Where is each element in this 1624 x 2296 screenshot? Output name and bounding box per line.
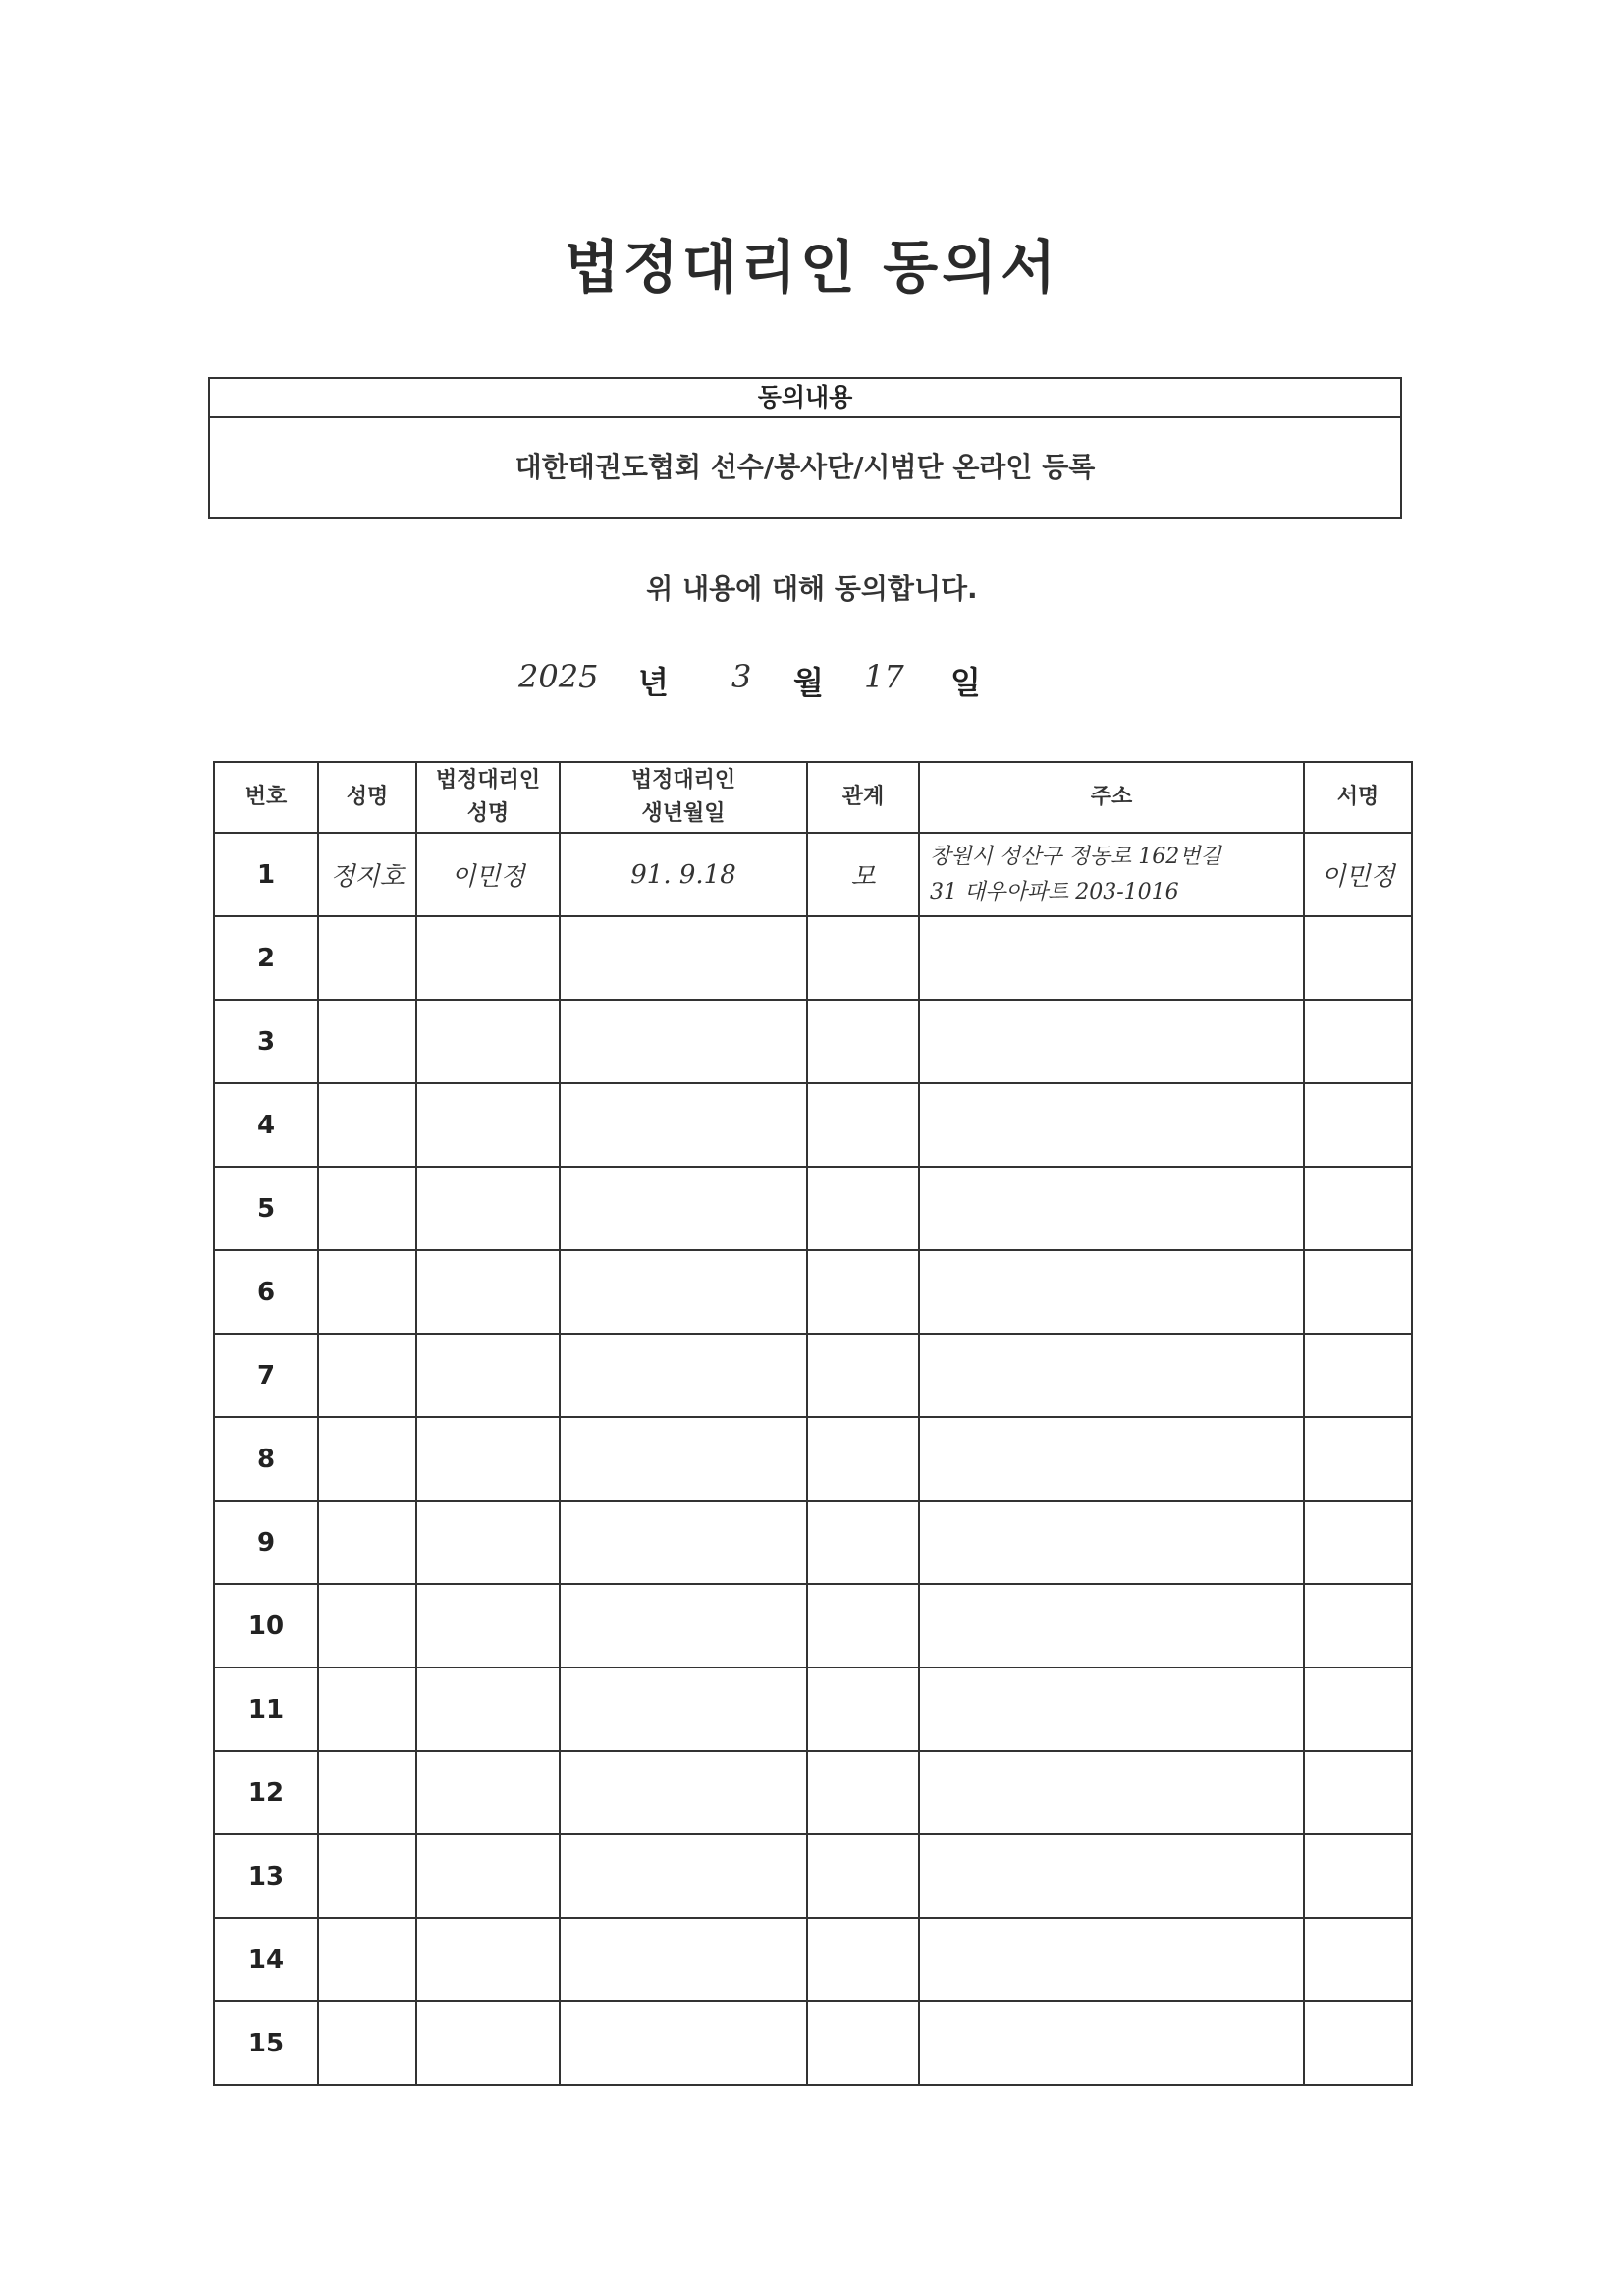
header-guardian-birth-line2: 생년월일 [641, 801, 726, 826]
cell-name[interactable] [318, 1083, 416, 1167]
cell-address[interactable] [919, 1584, 1304, 1667]
header-address: 주소 [919, 762, 1304, 833]
cell-relation[interactable] [807, 916, 919, 1000]
cell-address[interactable] [919, 1417, 1304, 1501]
cell-name[interactable] [318, 1751, 416, 1834]
cell-address-line2: 31 대우아파트 203-1016 [930, 879, 1179, 904]
cell-relation[interactable] [807, 1334, 919, 1417]
row-number: 4 [214, 1083, 318, 1167]
cell-signature[interactable] [1304, 1834, 1412, 1918]
header-guardian-birth [560, 762, 807, 833]
cell-relation[interactable] [807, 1250, 919, 1334]
date-month[interactable]: 3 [731, 658, 752, 695]
cell-name[interactable] [318, 2001, 416, 2085]
cell-address[interactable] [919, 1000, 1304, 1083]
cell-signature[interactable] [1304, 2001, 1412, 2085]
table-row [214, 1667, 1412, 1751]
consent-header: 동의내용 [210, 379, 1400, 418]
cell-guardian-birth[interactable] [560, 1250, 807, 1334]
table-row [214, 1167, 1412, 1250]
table-row [214, 1584, 1412, 1667]
row-number: 9 [214, 1501, 318, 1584]
cell-guardian-name[interactable] [416, 1000, 560, 1083]
cell-address[interactable] [919, 2001, 1304, 2085]
agree-statement: 위 내용에 대해 동의합니다. [646, 573, 978, 605]
date-year-label: 년 [638, 664, 669, 701]
cell-guardian-name[interactable]: 이민정 [416, 833, 560, 916]
date-day[interactable]: 17 [864, 658, 904, 695]
cell-address[interactable] [919, 1167, 1304, 1250]
cell-signature[interactable] [1304, 916, 1412, 1000]
cell-signature[interactable] [1304, 1167, 1412, 1250]
date-month-label: 월 [793, 664, 824, 701]
cell-address[interactable] [919, 1667, 1304, 1751]
row-number: 1 [214, 833, 318, 916]
table-row [214, 2001, 1412, 2085]
row-number: 12 [214, 1751, 318, 1834]
table-row [214, 1751, 1412, 1834]
cell-address[interactable] [919, 916, 1304, 1000]
cell-signature[interactable] [1304, 1250, 1412, 1334]
cell-name[interactable] [318, 1334, 416, 1417]
cell-relation[interactable] [807, 1751, 919, 1834]
table-row [214, 1250, 1412, 1334]
cell-guardian-birth[interactable] [560, 2001, 807, 2085]
cell-address[interactable] [919, 1501, 1304, 1584]
cell-guardian-birth[interactable] [560, 1334, 807, 1417]
cell-name[interactable] [318, 1918, 416, 2001]
cell-guardian-birth[interactable] [560, 1667, 807, 1751]
cell-guardian-name[interactable] [416, 1501, 560, 1584]
row-number: 11 [214, 1667, 318, 1751]
cell-relation[interactable] [807, 1584, 919, 1667]
cell-guardian-name[interactable] [416, 1083, 560, 1167]
cell-relation[interactable] [807, 2001, 919, 2085]
cell-guardian-name[interactable] [416, 1834, 560, 1918]
header-no: 번호 [214, 762, 318, 833]
date-line [0, 650, 1624, 709]
cell-relation[interactable] [807, 1167, 919, 1250]
cell-guardian-name[interactable] [416, 1417, 560, 1501]
cell-guardian-birth[interactable] [560, 1501, 807, 1584]
row-number: 3 [214, 1000, 318, 1083]
consent-box [208, 377, 1402, 519]
table-row [214, 1918, 1412, 2001]
header-guardian-name-line1: 법정대리인 [435, 768, 541, 793]
header-signature: 서명 [1304, 762, 1412, 833]
cell-name[interactable] [318, 1250, 416, 1334]
cell-guardian-birth[interactable] [560, 1584, 807, 1667]
cell-address-line1: 창원시 성산구 정동로 162번길 [930, 844, 1221, 869]
cell-guardian-birth[interactable]: 91. 9.18 [560, 833, 807, 916]
cell-guardian-name[interactable] [416, 916, 560, 1000]
header-guardian-name [416, 762, 560, 833]
cell-relation[interactable] [807, 1918, 919, 2001]
cell-name[interactable] [318, 1834, 416, 1918]
cell-guardian-name[interactable] [416, 1751, 560, 1834]
cell-name[interactable] [318, 1417, 416, 1501]
row-number: 5 [214, 1167, 318, 1250]
cell-address[interactable] [919, 1250, 1304, 1334]
cell-guardian-birth[interactable] [560, 1000, 807, 1083]
cell-signature[interactable]: 이민정 [1304, 833, 1412, 916]
header-guardian-birth-line1: 법정대리인 [630, 768, 736, 793]
cell-guardian-name[interactable] [416, 1584, 560, 1667]
cell-signature[interactable] [1304, 1000, 1412, 1083]
date-day-label: 일 [950, 664, 981, 701]
cell-signature[interactable] [1304, 1918, 1412, 2001]
cell-relation[interactable] [807, 1501, 919, 1584]
cell-address[interactable] [919, 1834, 1304, 1918]
guardian-table [213, 761, 1413, 2086]
cell-guardian-name[interactable] [416, 1250, 560, 1334]
row-number: 14 [214, 1918, 318, 2001]
cell-signature[interactable] [1304, 1083, 1412, 1167]
cell-guardian-birth[interactable] [560, 916, 807, 1000]
cell-relation[interactable] [807, 1083, 919, 1167]
row-number: 13 [214, 1834, 318, 1918]
cell-relation[interactable] [807, 1667, 919, 1751]
table-row [214, 1834, 1412, 1918]
cell-relation[interactable]: 모 [807, 833, 919, 916]
page-title: 법정대리인 동의서 [564, 234, 1060, 301]
cell-name[interactable] [318, 1000, 416, 1083]
cell-address[interactable] [919, 833, 1304, 916]
table-row [214, 1083, 1412, 1167]
cell-signature[interactable] [1304, 1417, 1412, 1501]
date-year[interactable]: 2025 [518, 658, 599, 695]
cell-name[interactable] [318, 1667, 416, 1751]
row-number: 6 [214, 1250, 318, 1334]
header-relation: 관계 [807, 762, 919, 833]
cell-relation[interactable] [807, 1834, 919, 1918]
row-number: 8 [214, 1417, 318, 1501]
cell-address[interactable] [919, 1334, 1304, 1417]
cell-name[interactable] [318, 1501, 416, 1584]
cell-signature[interactable] [1304, 1334, 1412, 1417]
cell-guardian-name[interactable] [416, 1167, 560, 1250]
consent-body: 대한태권도협회 선수/봉사단/시범단 온라인 등록 [514, 451, 1096, 483]
cell-guardian-birth[interactable] [560, 1167, 807, 1250]
cell-relation[interactable] [807, 1417, 919, 1501]
cell-relation[interactable] [807, 1000, 919, 1083]
row-number: 15 [214, 2001, 318, 2085]
cell-guardian-birth[interactable] [560, 1918, 807, 2001]
row-number: 7 [214, 1334, 318, 1417]
header-guardian-name-line2: 성명 [466, 801, 510, 826]
cell-signature[interactable] [1304, 1501, 1412, 1584]
cell-address[interactable] [919, 1918, 1304, 2001]
cell-signature[interactable] [1304, 1667, 1412, 1751]
cell-guardian-birth[interactable] [560, 1083, 807, 1167]
cell-guardian-birth[interactable] [560, 1751, 807, 1834]
table-row [214, 1334, 1412, 1417]
table-row [214, 916, 1412, 1000]
table-row [214, 1000, 1412, 1083]
row-number: 2 [214, 916, 318, 1000]
table-row [214, 1417, 1412, 1501]
cell-guardian-birth[interactable] [560, 1834, 807, 1918]
cell-guardian-birth[interactable] [560, 1417, 807, 1501]
header-name: 성명 [318, 762, 416, 833]
cell-address[interactable] [919, 1083, 1304, 1167]
cell-guardian-name[interactable] [416, 2001, 560, 2085]
row-number: 10 [214, 1584, 318, 1667]
cell-address[interactable] [919, 1751, 1304, 1834]
cell-name[interactable] [318, 1584, 416, 1667]
cell-name[interactable]: 정지호 [318, 833, 416, 916]
table-header-row [214, 762, 1412, 833]
table-row [214, 833, 1412, 916]
table-row [214, 1501, 1412, 1584]
cell-guardian-name[interactable] [416, 1667, 560, 1751]
cell-name[interactable] [318, 916, 416, 1000]
cell-guardian-name[interactable] [416, 1334, 560, 1417]
cell-signature[interactable] [1304, 1751, 1412, 1834]
cell-name[interactable] [318, 1167, 416, 1250]
cell-signature[interactable] [1304, 1584, 1412, 1667]
cell-guardian-name[interactable] [416, 1918, 560, 2001]
